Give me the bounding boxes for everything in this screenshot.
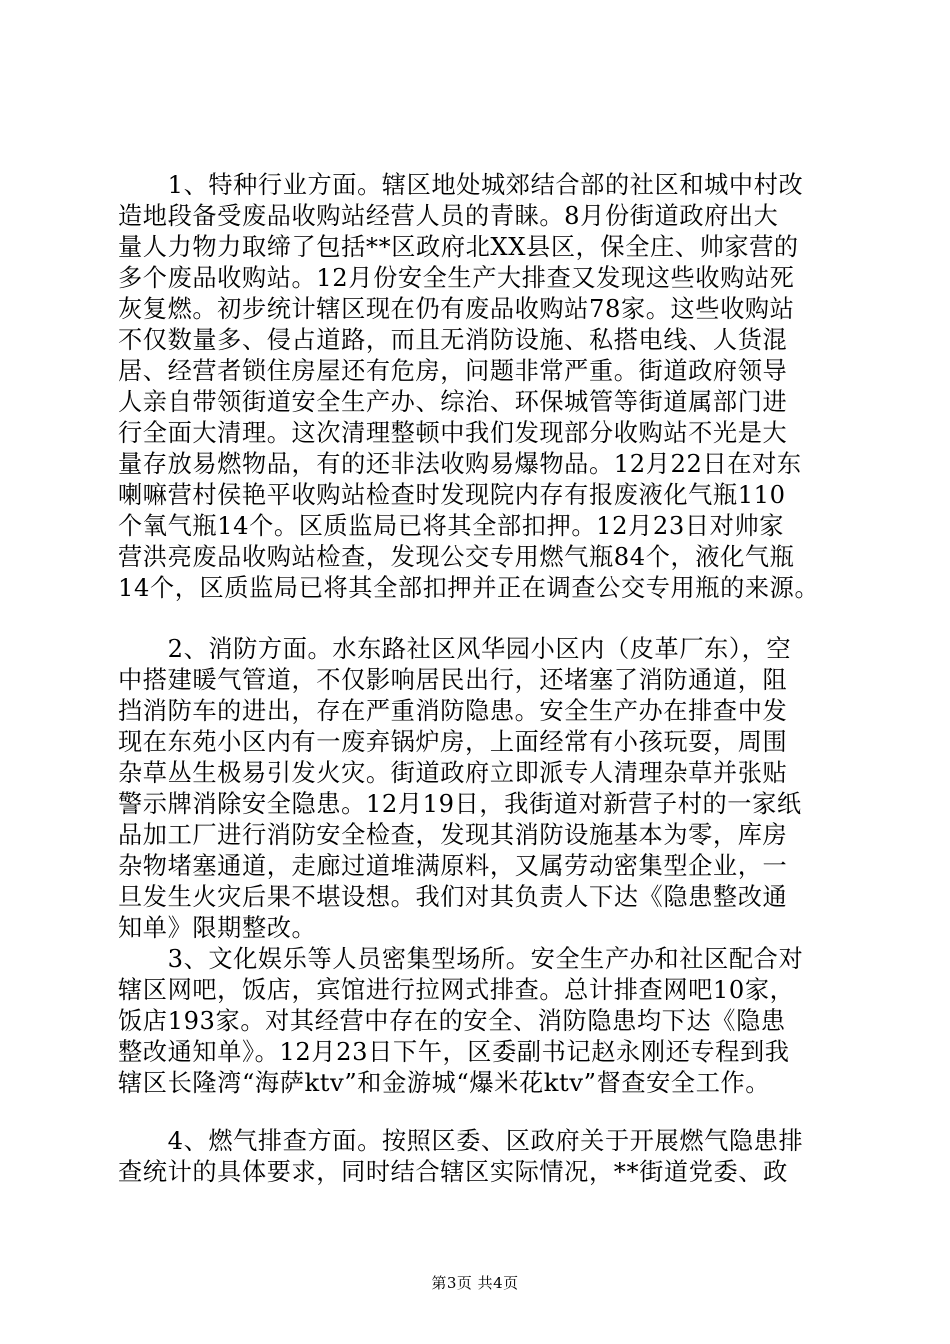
text-line: 造地段备受废品收购站经营人员的青睐。8月份街道政府出大 [118,202,779,230]
text-line: 个氧气瓶14个。区质监局已将其全部扣押。12月23日对帅家 [118,512,785,540]
text-line: 警示牌消除安全隐患。12月19日，我街道对新营子村的一家纸 [118,790,802,818]
text-line: 3、文化娱乐等人员密集型场所。安全生产办和社区配合对 [118,945,804,973]
text-line: 量人力物力取缔了包括**区政府北XX县区，保全庄、帅家营的 [118,233,799,261]
text-line: 现在东苑小区内有一废弃锅炉房，上面经常有小孩玩耍，周围 [118,728,788,756]
page-number-footer: 第3页 共4页 [431,1274,519,1292]
text-line: 不仅数量多、侵占道路，而且无消防设施、私搭电线、人货混 [118,326,788,354]
text-line: 饭店193家。对其经营中存在的安全、消防隐患均下达《隐患 [118,1007,786,1035]
text-line: 营洪亮废品收购站检查，发现公交专用燃气瓶84个，液化气瓶 [118,543,795,571]
text-line: 杂草丛生极易引发火灾。街道政府立即派专人清理杂草并张贴 [118,759,788,787]
text-line: 查统计的具体要求，同时结合辖区实际情况，**街道党委、政 [118,1158,788,1186]
text-line: 喇嘛营村侯艳平收购站检查时发现院内存有报废液化气瓶110 [118,481,786,509]
text-line: 人亲自带领街道安全生产办、综治、环保城管等街道属部门进 [118,388,788,416]
text-line: 居、经营者锁住房屋还有危房，问题非常严重。街道政府领导 [118,357,788,385]
text-line: 整改通知单》。12月23日下午，区委副书记赵永刚还专程到我 [118,1038,790,1066]
text-line: 4、燃气排查方面。按照区委、区政府关于开展燃气隐患排 [118,1127,804,1155]
text-line: 中搭建暖气管道，不仅影响居民出行，还堵塞了消防通道，阻 [118,666,788,694]
text-line: 杂物堵塞通道，走廊过道堆满原料，又属劳动密集型企业，一 [118,852,788,880]
text-line: 挡消防车的进出，存在严重消防隐患。安全生产办在排查中发 [118,697,788,725]
text-line: 2、消防方面。水东路社区风华园小区内（皮革厂东），空 [118,635,792,663]
text-line: 量存放易燃物品，有的还非法收购易爆物品。12月22日在对东 [118,450,802,478]
text-line: 行全面大清理。这次清理整顿中我们发现部分收购站不光是大 [118,419,788,447]
text-line: 品加工厂进行消防安全检查，发现其消防设施基本为零，库房 [118,821,788,849]
text-line: 多个废品收购站。12月份安全生产大排查又发现这些收购站死 [118,264,795,292]
text-line: 辖区网吧，饭店，宾馆进行拉网式排查。总计排查网吧10家， [118,976,795,1004]
text-line: 辖区长隆湾“海萨ktv”和金游城“爆米花ktv”督查安全工作。 [118,1069,771,1097]
text-line: 灰复燃。初步统计辖区现在仍有废品收购站78家。这些收购站 [118,295,795,323]
text-line: 1、特种行业方面。辖区地处城郊结合部的社区和城中村改 [118,171,804,199]
text-line: 14个，区质监局已将其全部扣押并正在调查公交专用瓶的来源。 [118,574,820,602]
text-line: 知单》限期整改。 [118,914,317,942]
text-line: 旦发生火灾后果不堪设想。我们对其负责人下达《隐患整改通 [118,883,788,911]
